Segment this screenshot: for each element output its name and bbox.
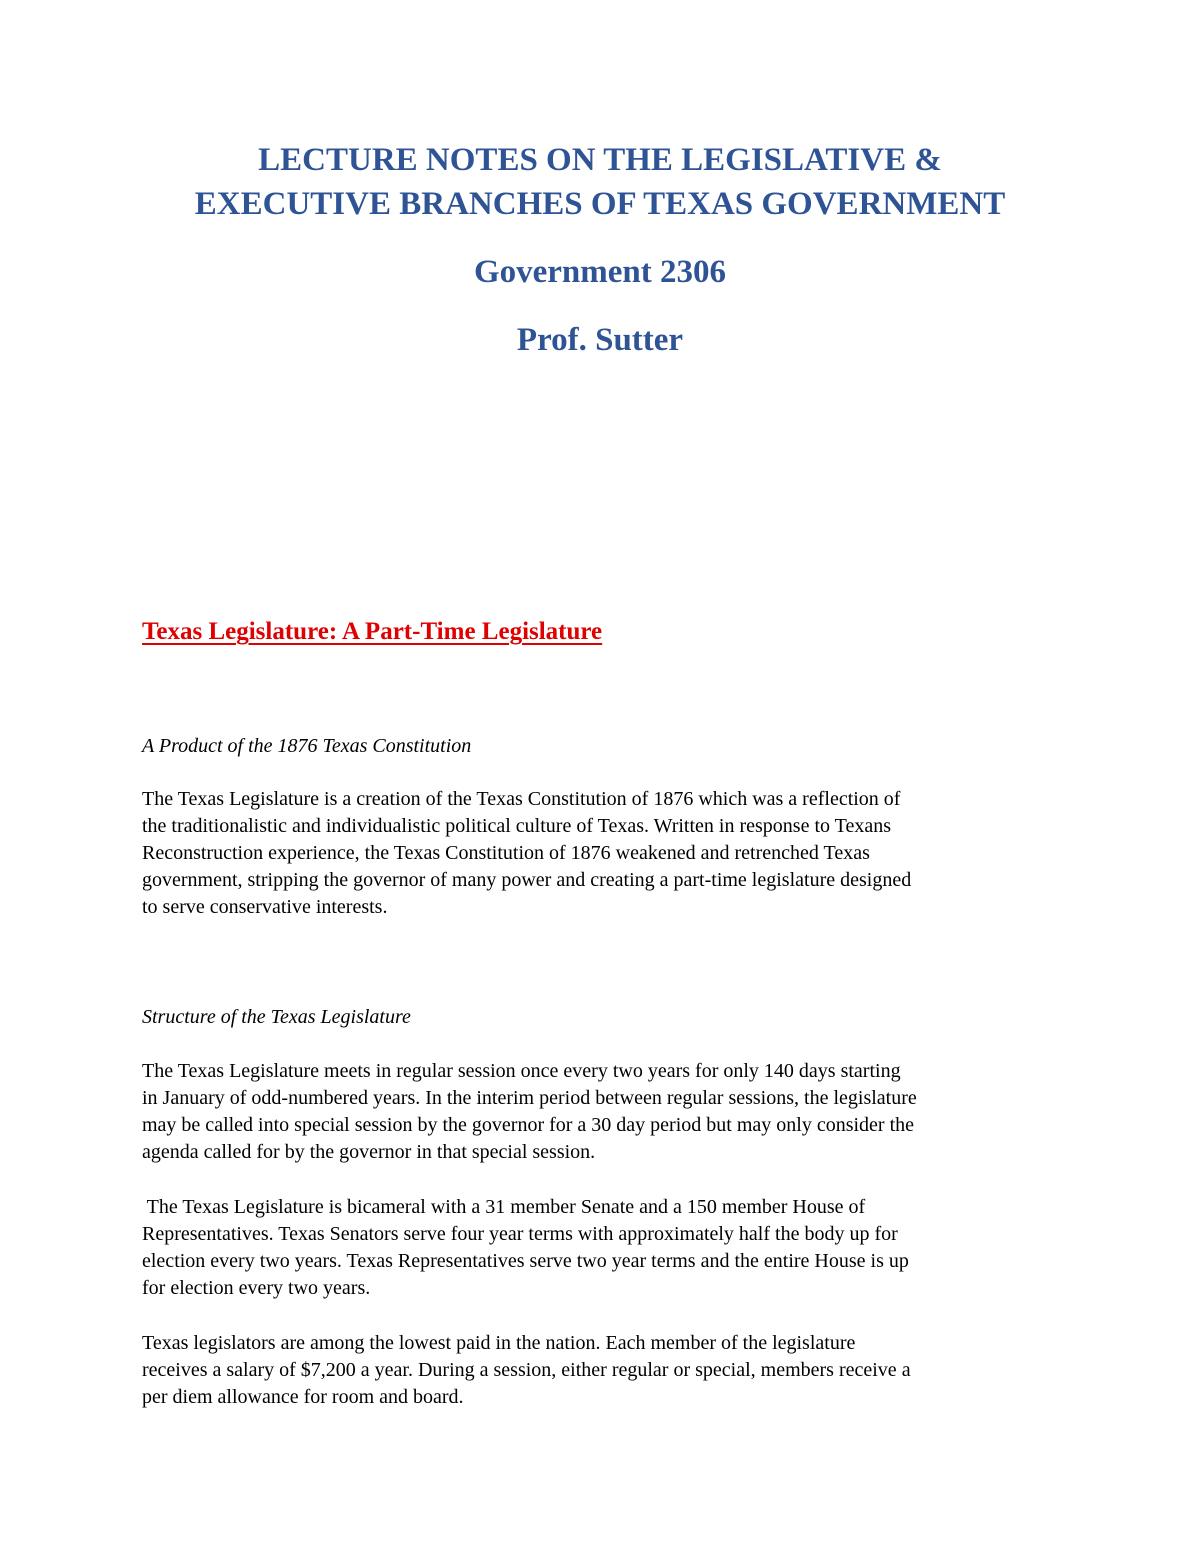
section-heading: Texas Legislature: A Part-Time Legislature — [142, 618, 603, 645]
subsection-heading-structure: Structure of the Texas Legislature — [142, 1006, 411, 1028]
paragraph-line: The Texas Legislature is a creation of the Texas Constitution of 1876 which was a reflection of — [142, 788, 901, 810]
paragraph-line: to serve conservative interests. — [142, 896, 388, 918]
subsection-heading-constitution: A Product of the 1876 Texas Constitution — [142, 735, 472, 757]
paragraph-line: The Texas Legislature is bicameral with a 31 member Senate and a 150 member House of — [142, 1196, 866, 1218]
paragraph-line: government, stripping the governor of many power and creating a part-time legislature designed — [142, 869, 912, 891]
document-title-line-1: LECTURE NOTES ON THE LEGISLATIVE & — [258, 142, 942, 178]
paragraph-line: for election every two years. — [142, 1277, 371, 1299]
paragraph-sessions — [142, 1058, 1057, 1166]
paragraph-line: receives a salary of $7,200 a year. During a session, either regular or special, members receive a — [142, 1359, 911, 1381]
paragraph-line: the traditionalistic and individualistic political culture of Texas. Written in response to Texans — [142, 815, 892, 837]
paragraph-line: Representatives. Texas Senators serve four year terms with approximately half the body up for — [142, 1223, 898, 1245]
paragraph-line: in January of odd-numbered years. In the interim period between regular sessions, the legislature — [142, 1087, 917, 1109]
paragraph-salary — [142, 1330, 1057, 1411]
paragraph-line: The Texas Legislature meets in regular session once every two years for only 140 days starting — [142, 1060, 901, 1082]
course-name: Government 2306 — [473, 254, 727, 290]
document-title-line-2: EXECUTIVE BRANCHES OF TEXAS GOVERNMENT — [194, 186, 1006, 222]
paragraph-bicameral — [142, 1194, 1057, 1302]
professor-name: Prof. Sutter — [516, 322, 684, 358]
paragraph-line: Texas legislators are among the lowest paid in the nation. Each member of the legislature — [142, 1332, 856, 1354]
paragraph-line: election every two years. Texas Representatives serve two year terms and the entire House is up — [142, 1250, 909, 1272]
paragraph-constitution — [142, 786, 1057, 921]
paragraph-line: Reconstruction experience, the Texas Constitution of 1876 weakened and retrenched Texas — [142, 842, 870, 864]
paragraph-line: agenda called for by the governor in that special session. — [142, 1141, 596, 1163]
paragraph-line: per diem allowance for room and board. — [142, 1386, 464, 1408]
paragraph-line: may be called into special session by the governor for a 30 day period but may only consider the — [142, 1114, 915, 1136]
